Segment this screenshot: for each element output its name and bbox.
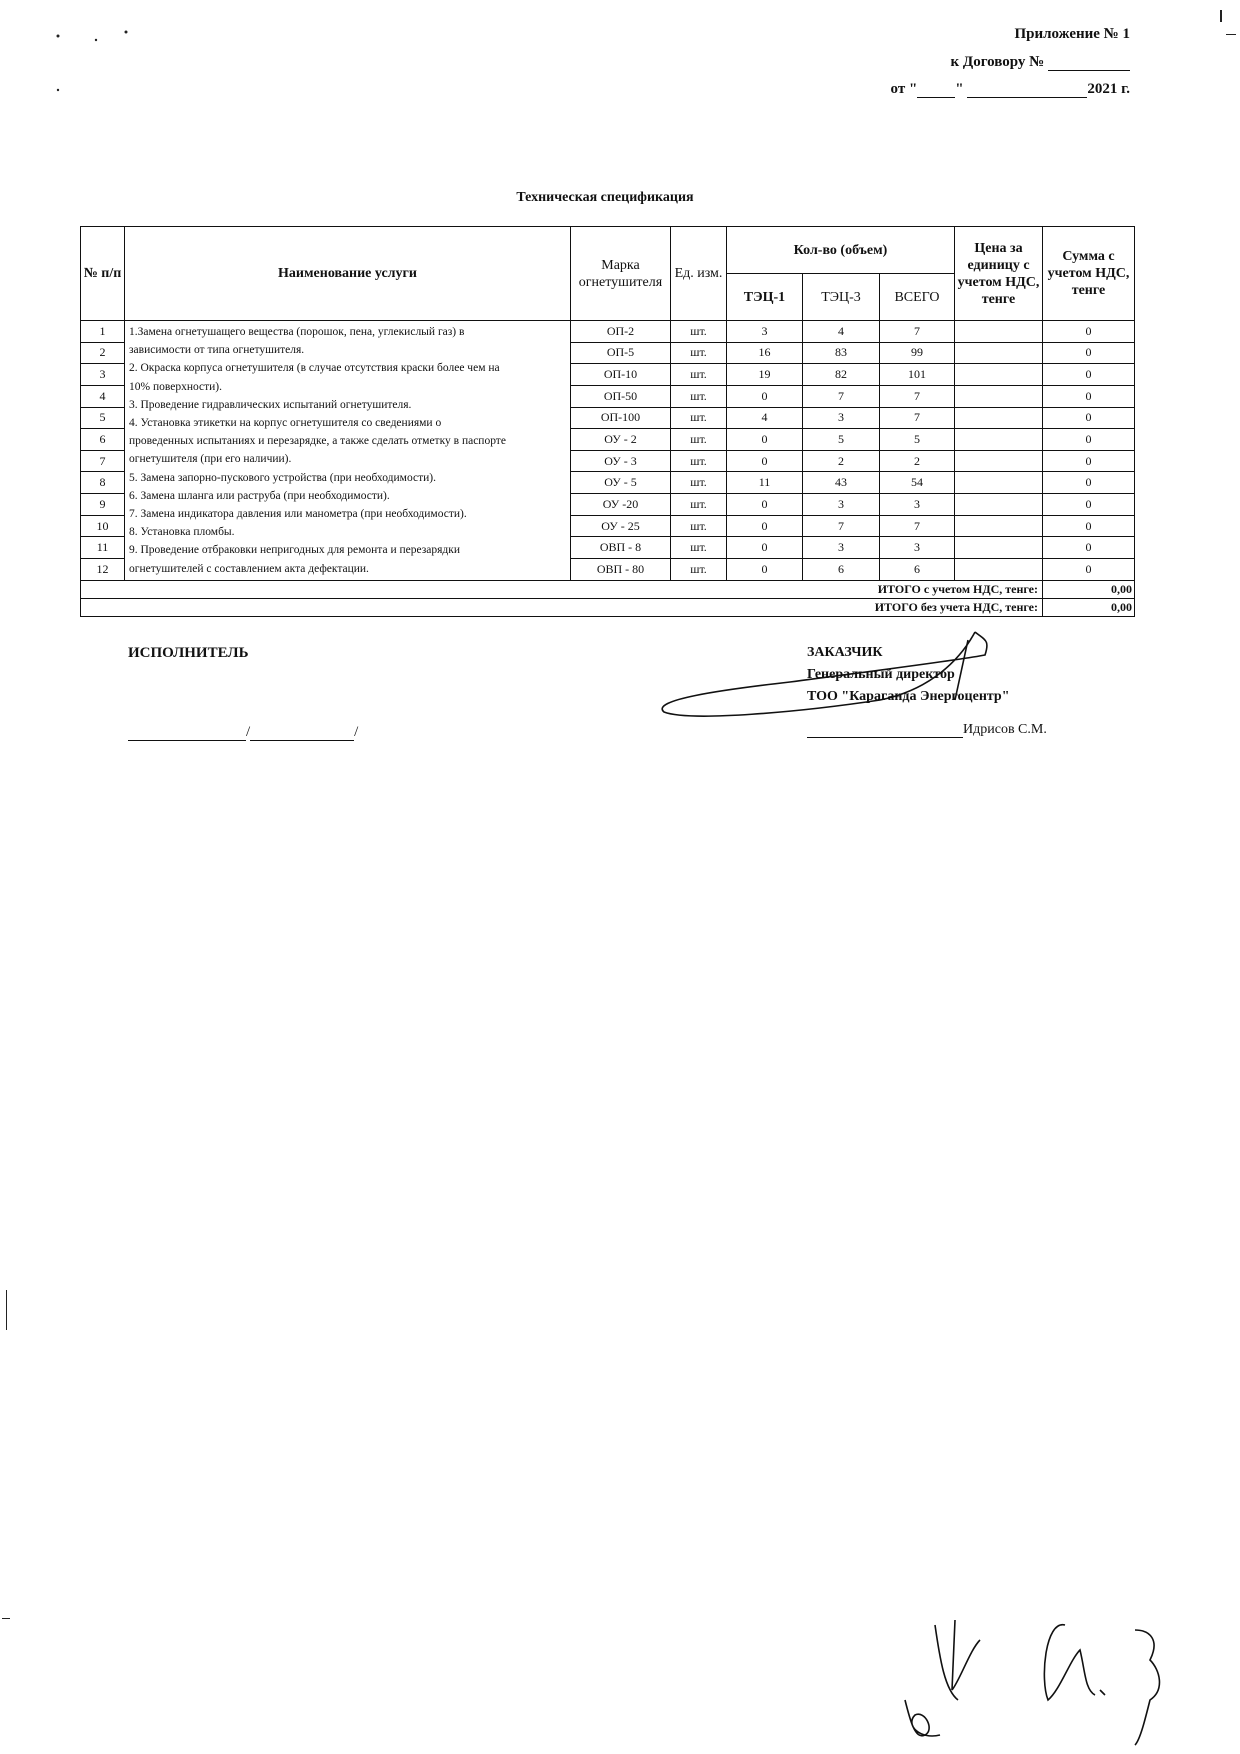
- col-qty-header: Кол-во (объем): [727, 227, 955, 274]
- customer-signature-line: [807, 722, 1047, 738]
- appendix-label: Приложение № 1: [1014, 26, 1130, 42]
- unit-cell: шт.: [671, 472, 727, 494]
- service-line: огнетушителей с составлением акта дефектации.: [129, 562, 369, 575]
- total-cell: 101: [880, 364, 955, 386]
- tec3-cell: 3: [803, 494, 880, 516]
- tec1-cell: 11: [727, 472, 803, 494]
- sum-cell: 0: [1043, 450, 1135, 472]
- initials-signature-2: [1044, 1625, 1159, 1745]
- price-cell: [955, 342, 1043, 364]
- executor-sign-sep-end: /: [354, 724, 359, 740]
- sum-cell: 0: [1043, 472, 1135, 494]
- tec3-cell: 6: [803, 559, 880, 581]
- total-cell: 5: [880, 429, 955, 451]
- unit-cell: шт.: [671, 450, 727, 472]
- tec3-cell: 43: [803, 472, 880, 494]
- tec1-cell: 16: [727, 342, 803, 364]
- brand-cell: ОУ - 2: [571, 429, 671, 451]
- tec1-cell: 0: [727, 559, 803, 581]
- price-cell: [955, 537, 1043, 559]
- tec1-cell: 0: [727, 494, 803, 516]
- executor-sign-blank: [128, 740, 246, 741]
- price-cell: [955, 429, 1043, 451]
- unit-cell: шт.: [671, 537, 727, 559]
- price-cell: [955, 472, 1043, 494]
- specification-table: [80, 226, 1135, 617]
- service-line: 5. Замена запорно-пускового устройства (при необходимости).: [129, 471, 436, 484]
- brand-cell: ОВП - 8: [571, 537, 671, 559]
- customer-company: ТОО "Караганда Энергоцентр": [807, 689, 1010, 704]
- tec1-cell: 0: [727, 450, 803, 472]
- executor-name-blank: [250, 740, 354, 741]
- sum-cell: 0: [1043, 407, 1135, 429]
- unit-cell: шт.: [671, 515, 727, 537]
- total-with-vat-row: [81, 580, 1135, 598]
- executor-signature-line: [128, 724, 358, 741]
- col-service-header: Наименование услуги: [125, 227, 571, 321]
- price-cell: [955, 450, 1043, 472]
- col-unit-header: Ед. изм.: [671, 227, 727, 321]
- date-line: [891, 81, 1130, 98]
- brand-cell: ОУ - 5: [571, 472, 671, 494]
- page-title: Техническая спецификация: [516, 190, 694, 205]
- total-without-vat-row: [81, 598, 1135, 616]
- service-line: 7. Замена индикатора давления или манометра (при необходимости).: [129, 508, 467, 521]
- service-line: огнетушителя (при его наличии).: [129, 453, 292, 466]
- row-number: 6: [81, 429, 125, 451]
- brand-cell: ОУ -20: [571, 494, 671, 516]
- sum-cell: 0: [1043, 537, 1135, 559]
- row-number: 8: [81, 472, 125, 494]
- price-cell: [955, 407, 1043, 429]
- row-number: 11: [81, 537, 125, 559]
- service-line: 6. Замена шланга или раструба (при необходимости).: [129, 489, 390, 502]
- total-cell: 3: [880, 537, 955, 559]
- unit-cell: шт.: [671, 342, 727, 364]
- brand-cell: ОУ - 25: [571, 515, 671, 537]
- day-blank: [917, 97, 955, 98]
- tec3-cell: 82: [803, 364, 880, 386]
- tec3-cell: 3: [803, 537, 880, 559]
- total-without-vat-value: 0,00: [1043, 598, 1135, 616]
- total-cell: 7: [880, 407, 955, 429]
- tec3-cell: 5: [803, 429, 880, 451]
- price-cell: [955, 494, 1043, 516]
- tec1-cell: 0: [727, 385, 803, 407]
- unit-cell: шт.: [671, 429, 727, 451]
- brand-cell: ОП-10: [571, 364, 671, 386]
- sum-cell: 0: [1043, 364, 1135, 386]
- customer-name: Идрисов С.М.: [963, 722, 1047, 737]
- total-without-vat-label: ИТОГО без учета НДС, тенге:: [81, 598, 1043, 616]
- tec1-cell: 3: [727, 321, 803, 343]
- tec1-cell: 19: [727, 364, 803, 386]
- price-cell: [955, 515, 1043, 537]
- unit-cell: шт.: [671, 364, 727, 386]
- total-with-vat-label: ИТОГО с учетом НДС, тенге:: [81, 580, 1043, 598]
- row-number: 3: [81, 364, 125, 386]
- sum-cell: 0: [1043, 515, 1135, 537]
- row-number: 9: [81, 494, 125, 516]
- total-cell: 7: [880, 321, 955, 343]
- service-line: 10% поверхности).: [129, 380, 223, 393]
- row-number: 2: [81, 342, 125, 364]
- total-with-vat-value: 0,00: [1043, 580, 1135, 598]
- brand-cell: ОП-5: [571, 342, 671, 364]
- brand-cell: ОВП - 80: [571, 559, 671, 581]
- row-number: 4: [81, 385, 125, 407]
- service-line: 2. Окраска корпуса огнетушителя (в случае отсутствия краски более чем на: [129, 362, 500, 375]
- total-cell: 99: [880, 342, 955, 364]
- contract-line: [951, 54, 1131, 71]
- price-cell: [955, 559, 1043, 581]
- price-cell: [955, 321, 1043, 343]
- service-description: [125, 321, 571, 581]
- tec3-cell: 3: [803, 407, 880, 429]
- sum-cell: 0: [1043, 494, 1135, 516]
- unit-cell: шт.: [671, 321, 727, 343]
- executor-sign-sep: /: [246, 724, 251, 740]
- service-line: 3. Проведение гидравлических испытаний огнетушителя.: [129, 398, 412, 411]
- customer-label: ЗАКАЗЧИК: [807, 645, 883, 660]
- service-line: 9. Проведение отбраковки непригодных для ремонта и перезарядки: [129, 544, 461, 557]
- customer-sign-blank: [807, 737, 963, 738]
- total-cell: 54: [880, 472, 955, 494]
- brand-cell: ОП-50: [571, 385, 671, 407]
- col-brand-header: Марка огнетушителя: [571, 227, 671, 321]
- contract-number-blank: [1048, 70, 1130, 71]
- customer-block: [807, 642, 1010, 708]
- initials-signature-1: [905, 1620, 980, 1736]
- service-line: 1.Замена огнетушащего вещества (порошок, пена, углекислый газ) в: [129, 326, 465, 338]
- total-cell: 3: [880, 494, 955, 516]
- brand-cell: ОП-100: [571, 407, 671, 429]
- sum-cell: 0: [1043, 429, 1135, 451]
- brand-cell: ОП-2: [571, 321, 671, 343]
- sum-cell: 0: [1043, 321, 1135, 343]
- tec1-cell: 0: [727, 429, 803, 451]
- total-cell: 2: [880, 450, 955, 472]
- row-number: 7: [81, 450, 125, 472]
- contract-label: к Договору №: [950, 54, 1045, 70]
- brand-cell: ОУ - 3: [571, 450, 671, 472]
- tec1-cell: 0: [727, 537, 803, 559]
- service-line: проведенных испытаниях и перезарядке, а также сделать отметку в паспорте: [129, 435, 506, 448]
- total-cell: 6: [880, 559, 955, 581]
- unit-cell: шт.: [671, 385, 727, 407]
- tec3-cell: 4: [803, 321, 880, 343]
- tec3-cell: 2: [803, 450, 880, 472]
- row-number: 5: [81, 407, 125, 429]
- col-total-header: ВСЕГО: [880, 274, 955, 321]
- unit-cell: шт.: [671, 494, 727, 516]
- tec3-cell: 7: [803, 515, 880, 537]
- unit-cell: шт.: [671, 559, 727, 581]
- row-number: 12: [81, 559, 125, 581]
- price-cell: [955, 385, 1043, 407]
- service-line: зависимости от типа огнетушителя.: [129, 344, 305, 357]
- service-line: 4. Установка этикетки на корпус огнетушителя со сведениями о: [129, 417, 442, 430]
- table-row: [81, 321, 1135, 343]
- tec3-cell: 83: [803, 342, 880, 364]
- tec1-cell: 0: [727, 515, 803, 537]
- service-line: 8. Установка пломбы.: [129, 526, 235, 539]
- sum-cell: 0: [1043, 385, 1135, 407]
- col-sum-header: Сумма с учетом НДС, тенге: [1043, 227, 1135, 321]
- month-blank: [967, 97, 1087, 98]
- tec1-cell: 4: [727, 407, 803, 429]
- date-year: 2021 г.: [1087, 81, 1130, 97]
- col-tec1-header: ТЭЦ-1: [727, 274, 803, 321]
- executor-label: ИСПОЛНИТЕЛЬ: [128, 645, 249, 661]
- sum-cell: 0: [1043, 342, 1135, 364]
- row-number: 1: [81, 321, 125, 343]
- tec3-cell: 7: [803, 385, 880, 407]
- sum-cell: 0: [1043, 559, 1135, 581]
- total-cell: 7: [880, 385, 955, 407]
- col-num-header: № п/п: [81, 227, 125, 321]
- price-cell: [955, 364, 1043, 386]
- row-number: 10: [81, 515, 125, 537]
- date-mid: ": [955, 81, 964, 97]
- col-tec3-header: ТЭЦ-3: [803, 274, 880, 321]
- date-prefix: от ": [890, 81, 918, 97]
- unit-cell: шт.: [671, 407, 727, 429]
- col-price-header: Цена за единицу с учетом НДС, тенге: [955, 227, 1043, 321]
- total-cell: 7: [880, 515, 955, 537]
- customer-position: Генеральный директор: [807, 667, 955, 682]
